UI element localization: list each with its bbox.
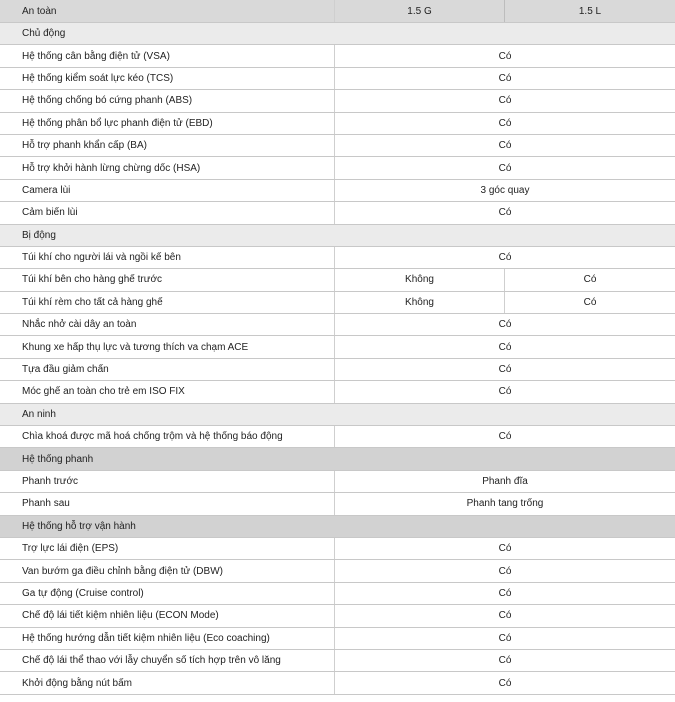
table-row <box>0 471 675 493</box>
feature-value: Có <box>498 162 512 174</box>
feature-value: Phanh tang trống <box>466 498 544 510</box>
feature-label: Hệ thống chống bó cứng phanh (ABS) <box>0 90 335 111</box>
table-row <box>0 560 675 582</box>
table-row <box>0 336 675 358</box>
feature-value: Có <box>498 341 512 353</box>
feature-value-1-5g: Không <box>335 292 505 313</box>
table-row <box>0 68 675 90</box>
table-row <box>0 292 675 314</box>
table-row <box>0 426 675 448</box>
feature-value: Có <box>498 587 512 599</box>
feature-label: Khởi động bằng nút bấm <box>0 672 335 693</box>
feature-value-1-5l: Có <box>583 274 597 286</box>
section-title: An ninh <box>22 408 56 420</box>
feature-label: Chế độ lái tiết kiệm nhiên liệu (ECON Mode) <box>0 605 335 626</box>
feature-label: Hỗ trợ khởi hành lừng chừng dốc (HSA) <box>0 157 335 178</box>
feature-label: Túi khí rèm cho tất cả hàng ghế <box>0 292 335 313</box>
feature-label: Nhắc nhở cài dây an toàn <box>0 314 335 335</box>
feature-label: Khung xe hấp thụ lực và tương thích va chạm ACE <box>0 336 335 357</box>
feature-value-1-5g: Không <box>335 269 505 290</box>
feature-label: Phanh trước <box>0 471 335 492</box>
feature-value: Phanh đĩa <box>482 476 528 487</box>
table-row <box>0 672 675 694</box>
feature-label: Hệ thống kiểm soát lực kéo (TCS) <box>0 68 335 89</box>
table-body <box>0 23 675 695</box>
feature-label: Chìa khoá được mã hoá chống trộm và hệ thống báo động <box>0 426 335 447</box>
section-header <box>0 225 675 247</box>
feature-value-1-5l: Có <box>583 296 597 308</box>
feature-label: Cảm biến lùi <box>0 202 335 223</box>
feature-label: Van bướm ga điều chỉnh bằng điện tử (DBW) <box>0 560 335 581</box>
table-row <box>0 493 675 515</box>
table-row <box>0 381 675 403</box>
feature-value: Có <box>498 565 512 577</box>
feature-label: Ga tự động (Cruise control) <box>0 583 335 604</box>
feature-label: Trợ lực lái điện (EPS) <box>0 538 335 559</box>
feature-label: Chế độ lái thể thao với lẫy chuyển số tích hợp trên vô lăng <box>0 650 335 671</box>
feature-label: Hỗ trợ phanh khẩn cấp (BA) <box>0 135 335 156</box>
feature-label: Camera lùi <box>0 180 335 201</box>
feature-value: Có <box>498 364 512 376</box>
table-row <box>0 359 675 381</box>
feature-value: Có <box>498 207 512 219</box>
section-title: Hệ thống hỗ trợ vận hành <box>22 520 136 532</box>
feature-value: 3 góc quay <box>480 184 530 196</box>
feature-value: Có <box>498 655 512 667</box>
table-row <box>0 90 675 112</box>
feature-value: Có <box>498 386 512 398</box>
table-row <box>0 314 675 336</box>
feature-value: Có <box>498 543 512 555</box>
table-row <box>0 269 675 291</box>
section-header <box>0 23 675 45</box>
feature-label: Hệ thống phân bổ lực phanh điện tử (EBD) <box>0 113 335 134</box>
feature-value: Có <box>498 610 512 622</box>
feature-label: Túi khí bên cho hàng ghế trước <box>0 269 335 290</box>
table-row <box>0 45 675 67</box>
feature-value: Có <box>498 677 512 689</box>
feature-value: Có <box>498 95 512 107</box>
feature-value: Có <box>498 632 512 644</box>
feature-label: Móc ghế an toàn cho trẻ em ISO FIX <box>0 381 335 402</box>
feature-label: Hệ thống cân bằng điện tử (VSA) <box>0 45 335 66</box>
feature-value: Có <box>498 117 512 129</box>
feature-label: Phanh sau <box>0 493 335 514</box>
table-row <box>0 650 675 672</box>
table-row <box>0 113 675 135</box>
feature-value: Có <box>498 72 512 84</box>
table-row <box>0 628 675 650</box>
header-col-1-5g: 1.5 G <box>335 0 505 22</box>
header-label: An toàn <box>0 0 335 22</box>
table-row <box>0 157 675 179</box>
section-header <box>0 516 675 538</box>
table-row <box>0 247 675 269</box>
table-row <box>0 202 675 224</box>
header-col-1-5l: 1.5 L <box>578 5 602 17</box>
section-title: Chủ động <box>22 28 66 40</box>
table-row <box>0 583 675 605</box>
table-header <box>0 0 675 23</box>
feature-value: Có <box>498 319 512 331</box>
table-row <box>0 538 675 560</box>
section-title: Bị động <box>22 229 56 241</box>
feature-value: Có <box>498 431 512 443</box>
feature-value: Có <box>498 252 512 264</box>
section-title: Hệ thống phanh <box>22 453 94 465</box>
table-row <box>0 135 675 157</box>
feature-label: Hệ thống hướng dẫn tiết kiệm nhiên liệu (Eco coaching) <box>0 628 335 649</box>
table-row <box>0 605 675 627</box>
table-row <box>0 180 675 202</box>
feature-label: Tựa đầu giảm chấn <box>0 359 335 380</box>
section-header <box>0 404 675 426</box>
section-header <box>0 448 675 470</box>
feature-value: Có <box>498 50 512 62</box>
feature-label: Túi khí cho người lái và ngồi kế bên <box>0 247 335 268</box>
feature-value: Có <box>498 140 512 152</box>
